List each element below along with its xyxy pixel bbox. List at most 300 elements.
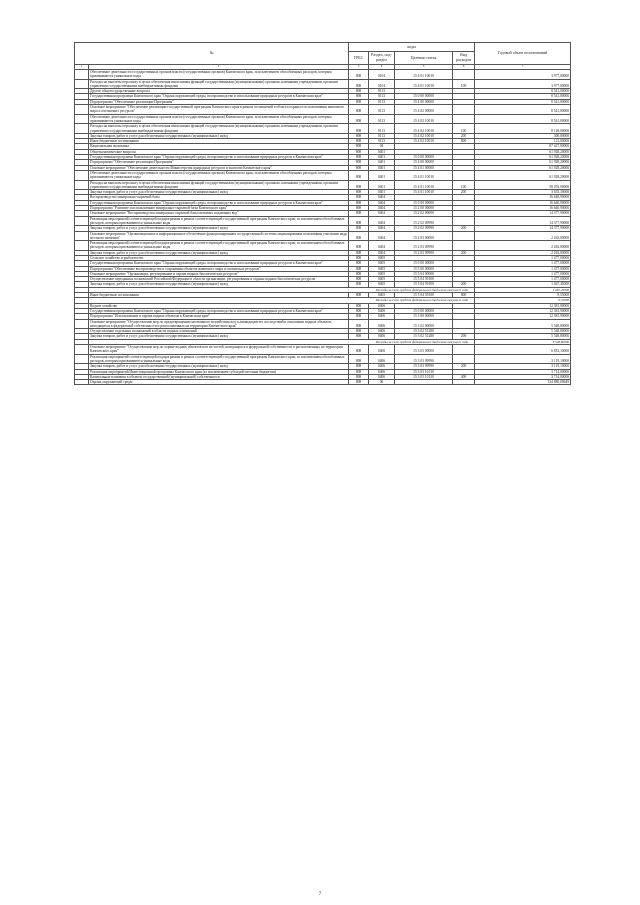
row-amount: 134 880,00649	[475, 380, 571, 385]
row-razdel: 06	[369, 380, 395, 385]
row-note-amount: 5 548,80000	[475, 339, 571, 344]
row-amount: 3 635,30000	[475, 190, 571, 195]
row-target-article: 15 3 02 51280	[395, 329, 453, 334]
row-amount: 2 263,00000	[475, 241, 571, 251]
row-number-cell	[75, 319, 89, 329]
row-name: Национальная экономика	[89, 144, 349, 149]
row-target-article: 15 0 00 00000	[395, 200, 453, 205]
row-target-article: 15 4 02 10010	[395, 133, 453, 138]
row-name: Закупка товаров, работ и услуг для обеспечения государственных (муниципальных) нужд	[89, 133, 349, 138]
row-grbs: 808	[349, 271, 369, 276]
row-expense-type: 800	[453, 139, 475, 144]
row-razdel: 0406	[369, 369, 395, 374]
row-grbs: 808	[349, 144, 369, 149]
row-name: Государственная программа Камчатского края "Охрана окружающей среды, воспроизводство и использование природных ресурсов в Камчатском крае"	[89, 261, 349, 266]
header-number: №	[75, 43, 349, 65]
row-razdel: 0401	[369, 149, 395, 154]
row-razdel: 04	[369, 144, 395, 149]
row-number-cell	[75, 354, 89, 364]
row-target-article: 15 0 00 00000	[395, 155, 453, 160]
header-expense-type: Вид расходов	[453, 52, 475, 65]
row-grbs: 808	[349, 206, 369, 211]
row-number-cell	[75, 170, 89, 180]
row-grbs: 808	[349, 149, 369, 154]
row-grbs: 808	[349, 319, 369, 329]
row-amount: 5 548,80000	[475, 334, 571, 339]
table-header	[75, 43, 571, 70]
row-target-article: 15 3 00 00000	[395, 314, 453, 319]
row-grbs: 808	[349, 133, 369, 138]
row-target-article: 15 5 04 59100	[395, 282, 453, 287]
row-razdel: 0405	[369, 271, 395, 276]
row-expense-type: 200	[453, 364, 475, 369]
row-target-article	[395, 380, 453, 385]
row-target-article: 15 3 03 10130	[395, 374, 453, 379]
row-amount: 8 128,00000	[475, 124, 571, 134]
row-amount: 2 263,00000	[475, 250, 571, 255]
row-grbs: 808	[349, 277, 369, 282]
row-target-article: 15 4 01 10010	[395, 180, 453, 190]
row-target-article: 15 3 02 00000	[395, 319, 453, 329]
row-name: Подпрограмма "Обеспечение воспроизводства и сохранения объектов животного мира и охотничьих ресурсов"	[89, 266, 349, 271]
row-grbs: 808	[349, 329, 369, 334]
row-razdel: 0113	[369, 99, 395, 104]
row-name: Государственная программа Камчатского края "Охрана окружающей среды, воспроизводство и использование природных ресурсов в Камчатском крае"	[89, 94, 349, 99]
row-name: Подпрограмма "Развитие и использование минерально-сырьевой базы Камчатского края"	[89, 206, 349, 211]
row-amount: 1 477,00000	[475, 271, 571, 276]
row-expense-type	[453, 345, 475, 355]
row-name: Подпрограмма "Обеспечение реализации Программы"	[89, 160, 349, 165]
row-number-cell	[75, 345, 89, 355]
row-amount: 113,00000	[475, 139, 571, 144]
row-amount: 5 548,80000	[475, 329, 571, 334]
row-target-article: 15 3 03 09990	[395, 364, 453, 369]
row-target-article: 15 2 02 09990	[395, 216, 453, 226]
row-amount: 1 477,00000	[475, 266, 571, 271]
row-razdel: 0406	[369, 329, 395, 334]
row-grbs: 808	[349, 354, 369, 364]
header-razdel: Раздел, под-раздел	[369, 52, 395, 65]
row-amount: 97 427,90000	[475, 144, 571, 149]
row-grbs: 808	[349, 139, 369, 144]
row-grbs: 808	[349, 89, 369, 94]
row-expense-type	[453, 380, 475, 385]
row-razdel: 0401	[369, 165, 395, 170]
row-razdel: 0405	[369, 282, 395, 287]
row-note: Расходы за счет средств федерального бюджета текущего года	[89, 339, 475, 344]
row-grbs: 808	[349, 250, 369, 255]
row-target-article: 15 5 04 00000	[395, 271, 453, 276]
row-razdel: 0113	[369, 124, 395, 134]
row-name: Реализация мероприятий Инвестиционной программы Камчатского края (за исключением субсидий местным бюджетам)	[89, 369, 349, 374]
row-name: Реализация мероприятий соответствующей подпрограммы в рамках соответствующей государственной программы Камчатского края, за исключением обособленных расходов, которым присваиваются уникальные коды	[89, 216, 349, 226]
row-grbs: 808	[349, 282, 369, 287]
row-number-cell	[75, 216, 89, 226]
row-name: Закупка товаров, работ и услуг для обеспечения государственных (муниципальных) нужд	[89, 226, 349, 231]
row-expense-type: 200	[453, 250, 475, 255]
row-target-article: 15 4 02 10010	[395, 114, 453, 124]
row-grbs: 808	[349, 266, 369, 271]
row-grbs: 808	[349, 180, 369, 190]
row-razdel: 0401	[369, 190, 395, 195]
row-amount: 300,00000	[475, 133, 571, 138]
row-razdel: 0406	[369, 308, 395, 313]
row-amount: 1 477,00000	[475, 255, 571, 260]
row-grbs: 808	[349, 114, 369, 124]
row-razdel: 0401	[369, 155, 395, 160]
row-expense-type: 100	[453, 79, 475, 89]
row-name: Охрана окружающей среды	[89, 380, 349, 385]
row-amount: 8 541,00000	[475, 99, 571, 104]
row-grbs: 808	[349, 105, 369, 115]
row-grbs: 808	[349, 293, 369, 298]
row-razdel: 0113	[369, 139, 395, 144]
row-grbs: 808	[349, 226, 369, 231]
row-expense-type: 200	[453, 190, 475, 195]
row-number-cell	[75, 231, 89, 241]
row-name: Государственная программа Камчатского края "Охрана окружающей среды, воспроизводство и использование природных ресурсов в Камчатском крае"	[89, 308, 349, 313]
row-grbs: 808	[349, 216, 369, 226]
table-row	[75, 319, 571, 329]
row-grbs: 808	[349, 94, 369, 99]
header-codes: коды	[349, 43, 475, 52]
row-expense-type	[453, 231, 475, 241]
row-razdel: 0405	[369, 293, 395, 298]
row-amount: 3 977,00000	[475, 70, 571, 80]
row-number-cell	[75, 105, 89, 115]
row-amount: 6 833,10000	[475, 345, 571, 355]
row-name: Общеэкономические вопросы	[89, 149, 349, 154]
row-target-article: 15 2 03 00000	[395, 231, 453, 241]
row-name: Закупка товаров, работ и услуг для обеспечения государственных (муниципальных) нужд	[89, 334, 349, 339]
header-target-article: Целевая статья	[395, 52, 453, 65]
row-expense-type: 200	[453, 226, 475, 231]
row-name: Закупка товаров, работ и услуг для обеспечения государственных (муниципальных) нужд	[89, 282, 349, 287]
row-grbs: 808	[349, 211, 369, 216]
budget-table	[74, 42, 571, 385]
row-name: Основное мероприятие "Организационное и информационное обеспечение функционирования государственной системы лицензирования пользования участками недр местного значения"	[90, 231, 347, 240]
row-name: Реализация мероприятий соответствующей подпрограммы в рамках соответствующей государственной программы Камчатского края, за исключением обособленных расходов, которым присваиваются уникальные коды	[89, 354, 349, 364]
row-expense-type	[453, 354, 475, 364]
row-amount: 14 377,90000	[475, 226, 571, 231]
row-razdel: 0113	[369, 114, 395, 124]
table-row	[75, 180, 571, 190]
row-razdel: 0113	[369, 133, 395, 138]
table-row	[75, 79, 571, 89]
row-number-cell	[75, 79, 89, 89]
row-name: Основное мероприятие "Воспроизводство минерально-сырьевой базы питьевых подземных вод"	[89, 211, 349, 216]
row-amount: 8 541,00000	[475, 114, 571, 124]
row-razdel: 0104	[369, 70, 395, 80]
row-name: Расходы на выплаты персоналу в целях обеспечения выполнения функций государственными (муниципальными) органами, казенными учреждениями, органами управления государственными внебюджетными фондами	[89, 180, 349, 190]
header-col-5: 5	[395, 65, 453, 70]
row-expense-type	[453, 70, 475, 80]
row-expense-type: 100	[453, 124, 475, 134]
row-amount: 3 977,00000	[475, 79, 571, 89]
row-grbs: 808	[349, 374, 369, 379]
row-amount: 3 714,00000	[475, 374, 571, 379]
row-name: Закупка товаров, работ и услуг для обеспечения государственных (муниципальных) нужд	[89, 190, 349, 195]
row-target-article: 15 3 03 09990	[395, 354, 453, 364]
page-number: 7	[318, 892, 322, 897]
header-col-2: 2	[89, 65, 349, 70]
row-note-amount: 1 467,45000	[475, 287, 571, 292]
row-amount: 1 477,00000	[475, 261, 571, 266]
row-amount: 61 928,20000	[475, 149, 571, 154]
row-number-cell	[75, 70, 89, 80]
row-amount: 61 928,20000	[475, 165, 571, 170]
row-expense-type: 800	[453, 293, 475, 298]
row-razdel: 0406	[369, 334, 395, 339]
row-note: Расходы за счет средств федерального бюджета текущего года	[89, 287, 475, 292]
row-name: Основное мероприятие "Осуществление мер по предотвращению негативного воздействия вод и ликвидации его последствий в отношении водных объектов, находящихся в федеральной собственности и расположенных на территории Камчатского края"	[89, 319, 349, 329]
row-expense-type: 400	[453, 374, 475, 379]
row-amount: 61 928,20000	[475, 170, 571, 180]
row-amount: 61 928,20000	[475, 155, 571, 160]
table-row	[75, 216, 571, 226]
row-name: Осуществление переданных полномочий Российской Федерации в области организации, регулирования и охраны водных биологических ресурсов	[89, 277, 349, 282]
row-target-article: 15 5 04 59100	[395, 277, 453, 282]
row-expense-type	[453, 105, 475, 115]
row-target-article: 15 4 01 10010	[395, 70, 453, 80]
table-row	[75, 354, 571, 364]
row-name: Сельское хозяйство и рыболовство	[89, 255, 349, 260]
row-number-cell	[75, 114, 89, 124]
row-grbs: 808	[349, 200, 369, 205]
row-grbs: 808	[349, 231, 369, 241]
row-name: Иные бюджетные ассигнования	[89, 293, 349, 298]
row-amount: 12 381,90000	[475, 303, 571, 308]
row-name: Подпрограмма "Использование и охрана водных объектов в Камчатском крае"	[89, 314, 349, 319]
row-target-article: 15 4 00 00000	[395, 160, 453, 165]
row-number-cell	[75, 180, 89, 190]
row-target-article: 15 3 03 00000	[395, 345, 453, 355]
row-grbs: 808	[349, 124, 369, 134]
row-expense-type	[453, 114, 475, 124]
row-target-article: 15 3 03 10130	[395, 369, 453, 374]
row-grbs: 808	[349, 314, 369, 319]
table-row	[75, 114, 571, 124]
row-target-article: 15 5 04 59100	[395, 293, 453, 298]
header-col-7: 7	[475, 65, 571, 70]
row-name: Государственная программа Камчатского края "Охрана окружающей среды, воспроизводство и использование природных ресурсов в Камчатском крае"	[89, 200, 349, 205]
row-grbs: 808	[349, 190, 369, 195]
row-target-article: 15 4 01 10010	[395, 79, 453, 89]
row-grbs: 808	[349, 70, 369, 80]
header-col-1: 1	[75, 65, 89, 70]
row-expense-type: 100	[453, 180, 475, 190]
row-target-article: 15 0 00 00000	[395, 261, 453, 266]
header-grbs: ГРБС	[349, 52, 369, 65]
row-expense-type	[453, 216, 475, 226]
row-razdel: 0404	[369, 226, 395, 231]
row-expense-type	[453, 319, 475, 329]
row-razdel: 0404	[369, 241, 395, 251]
row-razdel: 0406	[369, 345, 395, 355]
row-name: Обеспечение деятельности государственных органов власти (государственных органов) Камчатского края, за исключением обособленных расходов, которым присваиваются уникальные коды	[89, 114, 349, 124]
row-name: Подпрограмма "Обеспечение реализации Программы"	[89, 99, 349, 104]
table-row	[75, 380, 571, 385]
row-grbs: 808	[349, 334, 369, 339]
row-name: Обеспечение деятельности государственных органов власти (государственных органов) Камчатского края, за исключением обособленных расходов, которым присваиваются уникальные коды	[89, 170, 349, 180]
row-target-article: 15 4 01 10010	[395, 190, 453, 195]
row-grbs: 808	[349, 170, 369, 180]
header-col-3: 3	[349, 65, 369, 70]
row-razdel: 0404	[369, 231, 395, 241]
row-target-article: 15 4 02 10010	[395, 139, 453, 144]
row-amount: 3 119,10000	[475, 364, 571, 369]
row-expense-type	[453, 241, 475, 251]
row-razdel: 0406	[369, 314, 395, 319]
table-row	[75, 231, 571, 241]
row-name: Основное мероприятие "Организация, регулирование и охрана водных биологических ресурсов"	[89, 271, 349, 276]
table-row	[75, 170, 571, 180]
row-amount: 8 541,00000	[475, 105, 571, 115]
row-amount: 1 467,45000	[475, 282, 571, 287]
row-razdel: 0404	[369, 206, 395, 211]
row-name: Капитальные вложения в объекты государственной (муниципальной) собственности	[89, 374, 349, 379]
row-amount: 12 381,90000	[475, 314, 571, 319]
row-target-article: 15 2 03 09990	[395, 250, 453, 255]
row-name: Осуществление отдельных полномочий в области водных отношений	[89, 329, 349, 334]
row-razdel: 0405	[369, 266, 395, 271]
table-row	[75, 345, 571, 355]
row-target-article: 15 4 02 00000	[395, 105, 453, 115]
row-target-article: 15 0 00 00000	[395, 308, 453, 313]
row-razdel: 0405	[369, 277, 395, 282]
table-body	[75, 70, 571, 385]
row-razdel: 0404	[369, 195, 395, 200]
row-amount: 16 640,90000	[475, 195, 571, 200]
row-grbs: 808	[349, 155, 369, 160]
row-razdel: 0113	[369, 89, 395, 94]
row-razdel: 0104	[369, 79, 395, 89]
header-col-6: 6	[453, 65, 475, 70]
row-expense-type	[453, 170, 475, 180]
row-amount: 14 377,90000	[475, 211, 571, 216]
row-name: Основное мероприятие "Обеспечение реализации государственной программы Камчатского края в рамках полномочий в области охраны и использования животного мира и охотничьих ресурсов"	[89, 105, 349, 115]
row-grbs: 808	[349, 380, 369, 385]
row-razdel: 0405	[369, 261, 395, 266]
row-name: Водное хозяйство	[89, 303, 349, 308]
row-amount: 8 541,00000	[475, 89, 571, 94]
table-row	[75, 124, 571, 134]
row-razdel: 0406	[369, 364, 395, 369]
row-number-cell	[75, 241, 89, 251]
row-razdel: 0406	[369, 374, 395, 379]
row-amount: 14 377,90000	[475, 216, 571, 226]
row-expense-type: 200	[453, 282, 475, 287]
row-name: Иные бюджетные ассигнования	[89, 139, 349, 144]
row-number-cell	[75, 380, 89, 385]
row-amount: 12 381,90000	[475, 308, 571, 313]
table-row	[75, 241, 571, 251]
row-target-article: 15 2 00 00000	[395, 206, 453, 211]
row-razdel: 0406	[369, 303, 395, 308]
row-target-article: 15 4 01 10010	[395, 170, 453, 180]
row-note: Расходы за счет средств федерального бюджета текущего года	[89, 298, 475, 303]
row-razdel: 0404	[369, 200, 395, 205]
row-razdel: 0404	[369, 211, 395, 216]
row-amount: 3 119,10000	[475, 354, 571, 364]
row-razdel: 0405	[369, 255, 395, 260]
row-razdel: 0113	[369, 105, 395, 115]
row-amount: 2 263,00000	[475, 231, 571, 241]
row-target-article: 15 2 02 09990	[395, 226, 453, 231]
row-name: Закупка товаров, работ и услуг для обеспечения государственных (муниципальных) нужд	[89, 250, 349, 255]
row-grbs: 808	[349, 345, 369, 355]
row-name: Основное мероприятие "Обеспечение деятельности Министерства природных ресурсов и экологии Камчатского края"	[89, 165, 349, 170]
row-grbs: 808	[349, 303, 369, 308]
row-amount: 58 292,90000	[475, 180, 571, 190]
row-amount: 1 477,00000	[475, 277, 571, 282]
row-target-article: 15 5 00 00000	[395, 266, 453, 271]
row-target-article: 15 4 00 00000	[395, 99, 453, 104]
row-name: Воспроизводство минерально-сырьевой базы	[89, 195, 349, 200]
row-amount: 8 541,00000	[475, 94, 571, 99]
row-grbs: 808	[349, 99, 369, 104]
row-name: Обеспечение деятельности государственных органов власти (государственных органов) Камчатского края, за исключением обособленных расходов, которым присваиваются уникальные коды	[89, 70, 349, 80]
row-grbs: 808	[349, 308, 369, 313]
row-razdel: 0406	[369, 354, 395, 364]
row-razdel: 0401	[369, 170, 395, 180]
row-grbs: 808	[349, 160, 369, 165]
header-amount: Годовой объем ассигнований	[475, 43, 571, 65]
row-grbs: 808	[349, 255, 369, 260]
row-amount: 5 548,80000	[475, 319, 571, 329]
row-razdel: 0113	[369, 94, 395, 99]
row-razdel: 0401	[369, 180, 395, 190]
row-grbs: 808	[349, 195, 369, 200]
row-grbs: 808	[349, 241, 369, 251]
row-expense-type: 200	[453, 133, 475, 138]
row-expense-type: 200	[453, 334, 475, 339]
row-target-article: 15 4 01 00000	[395, 165, 453, 170]
row-razdel: 0404	[369, 250, 395, 255]
row-number-cell	[75, 124, 89, 134]
row-target-article: 15 2 02 00000	[395, 211, 453, 216]
row-name: Другие общегосударственные вопросы	[89, 89, 349, 94]
row-note-amount: 9,55000	[475, 298, 571, 303]
row-name: Закупка товаров, работ и услуг для обеспечения государственных (муниципальных) нужд	[89, 364, 349, 369]
row-razdel: 0404	[369, 216, 395, 226]
row-amount: 9,55000	[475, 293, 571, 298]
row-grbs: 808	[349, 165, 369, 170]
table-row	[75, 70, 571, 80]
row-name: Государственная программа Камчатского края "Охрана окружающей среды, воспроизводство и использование природных ресурсов в Камчатском крае"	[89, 155, 349, 160]
row-amount: 61 928,20000	[475, 160, 571, 165]
row-razdel: 0406	[369, 319, 395, 329]
row-grbs: 808	[349, 79, 369, 89]
row-name: Основное мероприятие "Осуществление мер по охране водных объектов или их частей, находящихся в федеральной собственности и расположенных на территории Камчатского края"	[89, 345, 349, 355]
row-grbs: 808	[349, 369, 369, 374]
row-name: Расходы на выплаты персоналу в целях обеспечения выполнения функций государственными (муниципальными) органами, казенными учреждениями, органами управления государственными внебюджетными фондами	[89, 79, 349, 89]
row-grbs: 808	[349, 364, 369, 369]
row-grbs: 808	[349, 261, 369, 266]
row-razdel: 0401	[369, 160, 395, 165]
row-target-article: 15 4 02 10010	[395, 124, 453, 134]
row-amount: 3 714,00000	[475, 369, 571, 374]
header-col-4: 4	[369, 65, 395, 70]
row-amount: 16 640,90000	[475, 206, 571, 211]
table-row	[75, 105, 571, 115]
row-name: Реализация мероприятий соответствующей подпрограммы в рамках соответствующей государственной программы Камчатского края, за исключением обособленных расходов, которым присваиваются уникальные коды	[89, 241, 349, 251]
row-amount: 16 640,90000	[475, 200, 571, 205]
row-target-article: 15 0 00 00000	[395, 94, 453, 99]
row-target-article: 15 3 02 51280	[395, 334, 453, 339]
row-target-article: 15 2 03 09990	[395, 241, 453, 251]
row-name: Расходы на выплаты персоналу в целях обеспечения выполнения функций государственными (муниципальными) органами, казенными учреждениями, органами управления государственными внебюджетными фондами	[89, 124, 349, 134]
